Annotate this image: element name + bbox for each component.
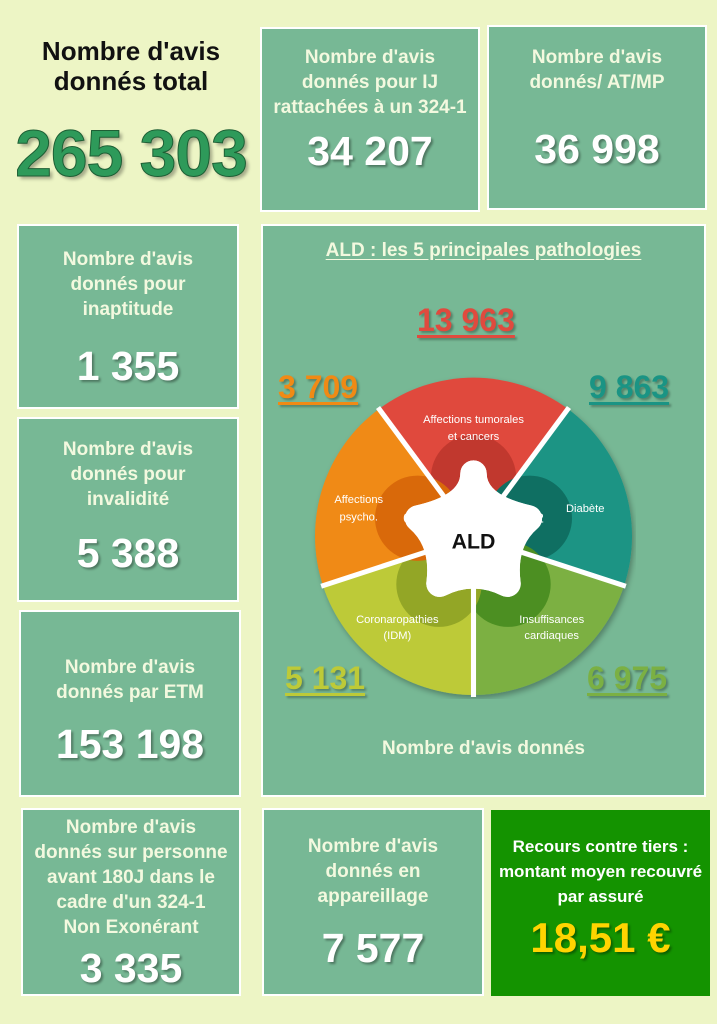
inaptitude-label: Nombre d'avis donnés pour inaptitude [62, 249, 194, 320]
atmp-label: Nombre d'avis donnés/ AT/MP [529, 47, 665, 93]
avant180-value: 3 335 [79, 945, 183, 991]
total-title: Nombre d'avis donnés total [41, 36, 221, 96]
recours-label: Recours contre tiers : montant moyen recouvré par assuré [498, 837, 703, 906]
ald-title: ALD : les 5 principales pathologies [325, 240, 642, 261]
inaptitude-value: 1 355 [76, 343, 180, 389]
appareillage-value: 7 577 [321, 925, 425, 971]
ij-label: Nombre d'avis donnés pour IJ rattachées à un 324-1 [273, 47, 467, 118]
etm-card [19, 610, 241, 797]
ald-value-05: 3 709 [278, 369, 359, 405]
inaptitude-card [17, 224, 239, 409]
ij-value: 34 207 [307, 128, 433, 174]
segment-04-num: 04 [427, 575, 443, 591]
ald-center-label: ALD [451, 529, 496, 554]
segment-04-label-2: (IDM) [383, 630, 412, 643]
segment-01-label-1: Affections tumorales [423, 413, 524, 426]
appareillage-label: Nombre d'avis donnés en appareillage [307, 836, 439, 907]
ald-card [261, 224, 706, 797]
segment-01-label-2: et cancers [447, 431, 500, 444]
ij-card [260, 27, 480, 212]
ald-footer: Nombre d'avis donnés [381, 738, 585, 759]
invalidite-label: Nombre d'avis donnés pour invalidité [62, 439, 194, 510]
ald-pie-chart [311, 374, 636, 699]
ald-value-04: 5 131 [285, 660, 366, 696]
total-value: 265 303 [15, 116, 247, 190]
ald-value-03: 6 975 [587, 660, 668, 696]
segment-05-label-1: Affections [334, 493, 384, 506]
segment-02-label-1: Diabète [565, 503, 605, 516]
segment-05-label-2: psycho. [339, 511, 378, 524]
ald-value-01: 13 963 [417, 302, 515, 338]
atmp-card [487, 25, 707, 210]
segment-03-label-2: cardiaques [524, 630, 579, 643]
segment-03-label-1: Insuffisances [519, 613, 585, 626]
invalidite-card [17, 417, 239, 602]
segment-01-num: 01 [466, 464, 481, 480]
appareillage-card [262, 808, 484, 996]
invalidite-value: 5 388 [76, 530, 180, 576]
recours-card [491, 810, 710, 996]
segment-05-num: 05 [403, 510, 418, 526]
avant180-card [21, 808, 241, 996]
segment-03-num: 03 [504, 575, 520, 591]
segment-02-num: 02 [529, 510, 544, 526]
etm-label: Nombre d'avis donnés par ETM [56, 657, 204, 703]
avant180-label: Nombre d'avis donnés sur personne avant 180J dans le cadre d'un 324-1 Non Exonérant [34, 817, 228, 938]
atmp-value: 36 998 [534, 126, 660, 172]
segment-04-label-1: Coronaropathies [356, 613, 439, 626]
etm-value: 153 198 [55, 721, 205, 767]
recours-value: 18,51 € [530, 914, 671, 961]
ald-value-02: 9 863 [589, 369, 670, 405]
